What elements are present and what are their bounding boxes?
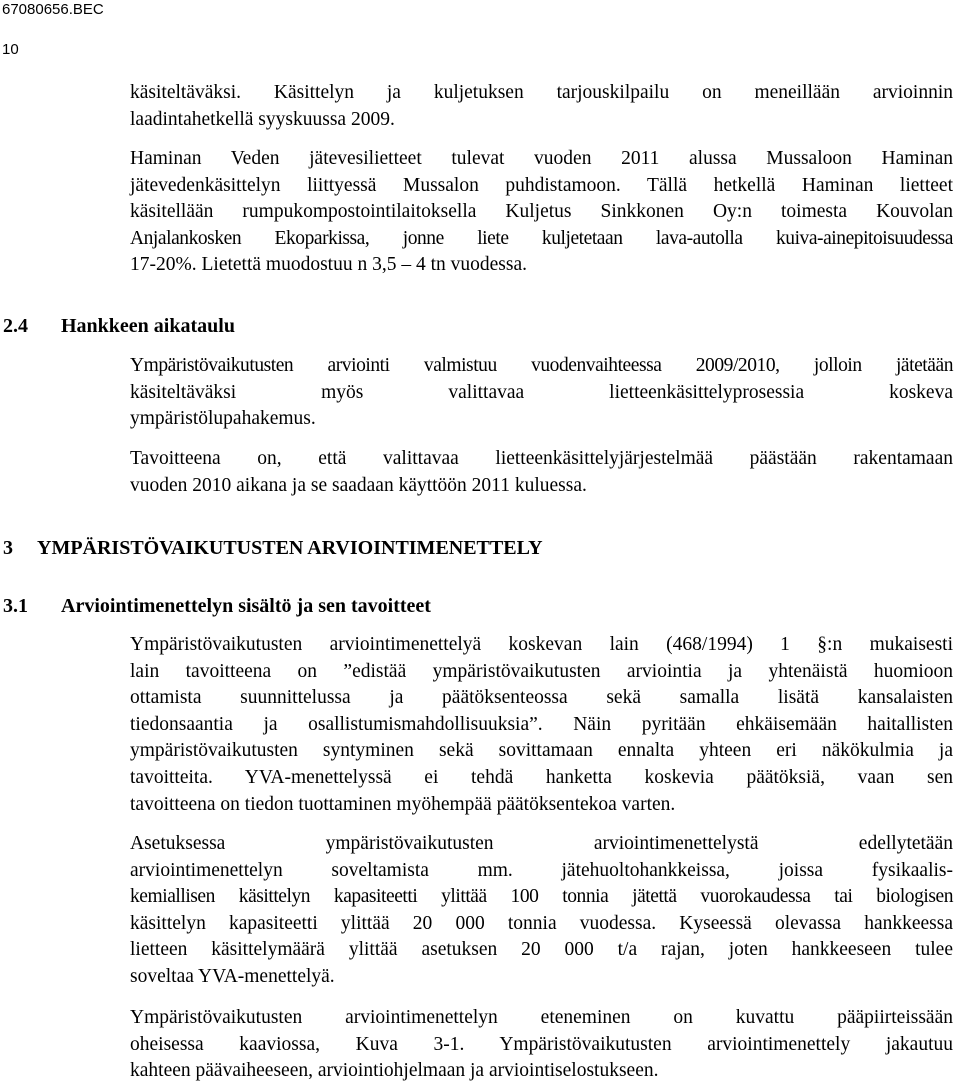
paragraph-schedule-goal [130, 446, 953, 499]
text-line: tiedonsaantia ja osallistumismahdollisuuksia”. Näin pyritään ehkäisemään haitallisten [130, 713, 953, 735]
paragraph-schedule-assessment [130, 353, 953, 433]
paragraph-eia-decree [130, 831, 953, 991]
text-line: ympäristölupahakemus. [130, 408, 316, 430]
text-line: käsiteltäväksi. Käsittelyn ja kuljetuksen tarjouskilpailu on meneillään arvioinnin [130, 82, 953, 103]
text-line: Tavoitteena on, että valittavaa lietteenkäsittelyjärjestelmää päästään rakentamaan [130, 448, 953, 469]
chapter-heading-eia [3, 535, 543, 561]
section-title: Hankkeen aikataulu [61, 315, 235, 337]
text-line: arviointimenettelyn soveltamista mm. jätehuoltohankkeissa, joissa fysikaalis- [130, 859, 953, 881]
paragraph-hamina-sludge [130, 146, 953, 279]
section-heading-schedule [3, 313, 235, 339]
text-line: käsittelyn kapasiteetti ylittää 20 000 tonnia vuodessa. Kyseessä olevassa hankkeessa [130, 912, 953, 934]
text-line: 17-20%. Lietettä muodostuu n 3,5 – 4 tn vuodessa. [130, 254, 527, 276]
section-number: 3 [3, 537, 13, 559]
text-line: oheisessa kaaviossa, Kuva 3-1. Ympäristövaikutusten arviointimenettely jakautuu [130, 1033, 953, 1055]
text-line: soveltaa YVA-menettelyä. [130, 965, 335, 987]
paragraph-handling-tender [130, 80, 953, 133]
document-id: 67080656.BEC [2, 1, 104, 18]
text-line: Ympäristövaikutusten arviointimenettelyä koskevan lain (468/1994) 1 §:n mukaisesti [130, 634, 953, 655]
section-title: YMPÄRISTÖVAIKUTUSTEN ARVIOINTIMENETTELY [37, 537, 543, 559]
text-line: laadintahetkellä syyskuussa 2009. [130, 108, 395, 130]
section-title: Arviointimenettelyn sisältö ja sen tavoitteet [61, 595, 431, 617]
text-line: Ympäristövaikutusten arviointimenettelyn eteneminen on kuvattu pääpiirteissään [130, 1007, 953, 1028]
paragraph-eia-law [130, 632, 953, 818]
text-line: käsitellään rumpukompostointilaitoksella Kuljetus Sinkkonen Oy:n toimesta Kouvolan [130, 201, 953, 223]
text-line: kemiallisen käsittelyn kapasiteetti ylittää 100 tonnia jätettä vuorokaudessa tai biologisen [130, 886, 953, 908]
text-line: Haminan Veden jätevesilietteet tulevat vuoden 2011 alussa Mussaloon Haminan [130, 148, 953, 169]
text-line: ympäristövaikutusten syntyminen sekä sovittamaan ennalta yhteen eri näkökulmia ja [130, 740, 953, 762]
text-line: kahteen päävaiheeseen, arviointiohjelmaan ja arviointiselostukseen. [130, 1060, 659, 1082]
text-line: vuoden 2010 aikana ja se saadaan käyttöön 2011 kuluessa. [130, 474, 587, 496]
text-line: Anjalankosken Ekoparkissa, jonne liete kuljetetaan lava-autolla kuiva-ainepitoisuudessa [130, 227, 953, 249]
section-heading-eia-content [3, 593, 431, 619]
text-line: tavoitteena on tiedon tuottaminen myöhempää päätöksentekoa varten. [130, 793, 676, 815]
page-number: 10 [2, 41, 19, 58]
paragraph-eia-process [130, 1005, 953, 1085]
text-line: jätevedenkäsittelyn liittyessä Mussalon puhdistamoon. Tällä hetkellä Haminan lietteet [130, 174, 953, 196]
section-number: 3.1 [3, 595, 28, 617]
section-number: 2.4 [3, 315, 28, 337]
text-line: Ympäristövaikutusten arviointi valmistuu vuodenvaihteessa 2009/2010, jolloin jätetään [130, 355, 953, 376]
text-line: tavoitteita. YVA-menettelyssä ei tehdä hanketta koskevia päätöksiä, vaan sen [130, 766, 953, 788]
text-line: lietteen käsittelymäärä ylittää asetuksen 20 000 t/a rajan, joten hankkeeseen tulee [130, 939, 953, 961]
text-line: lain tavoitteena on ”edistää ympäristövaikutusten arviointia ja yhtenäistä huomioon [130, 660, 953, 682]
text-line: ottamista suunnittelussa ja päätöksenteossa sekä samalla lisätä kansalaisten [130, 687, 953, 709]
text-line: Asetuksessa ympäristövaikutusten arviointimenettelystä edellytetään [130, 833, 953, 854]
text-line: käsiteltäväksi myös valittavaa lietteenkäsittelyprosessia koskeva [130, 381, 953, 403]
